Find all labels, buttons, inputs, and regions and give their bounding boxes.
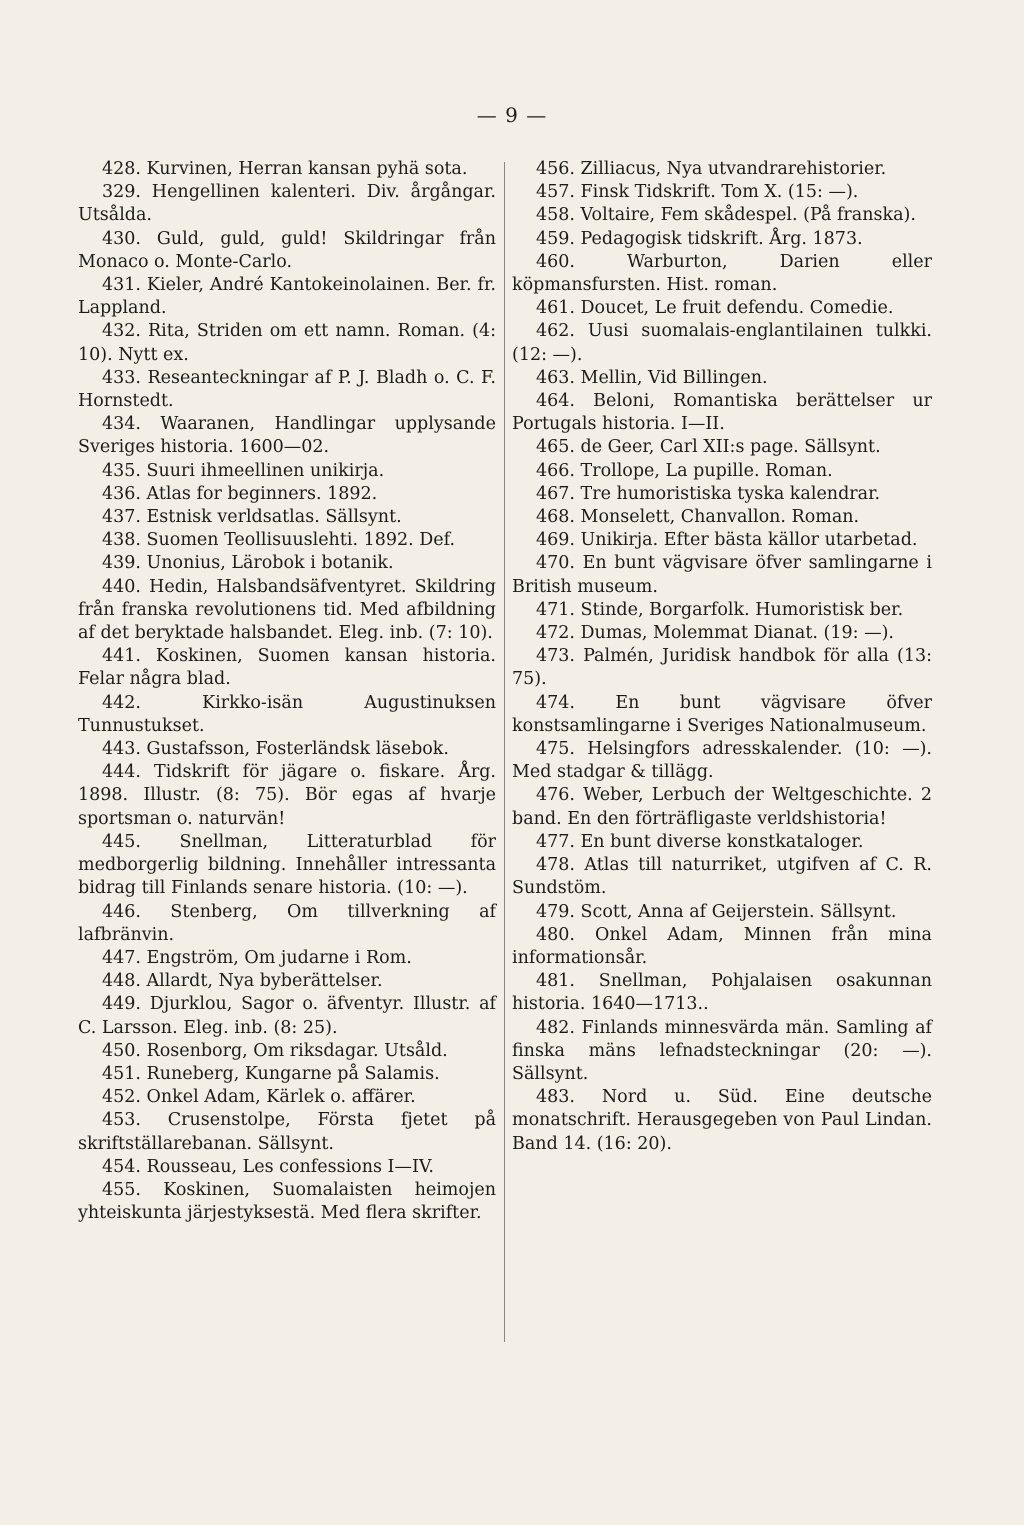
- catalog-entry: 449. Djurklou, Sagor o. äfventyr. Illustr. af C. Larsson. Eleg. inb. (8: 25).: [78, 994, 496, 1038]
- catalog-entry: 473. Palmén, Juridisk handbok för alla (13: 75).: [512, 646, 932, 690]
- column-divider: [504, 162, 505, 1342]
- catalog-entry: 446. Stenberg, Om tillverkning af lafbränvin.: [78, 901, 496, 945]
- catalog-entry: 462. Uusi suomalais-englantilainen tulkki. (12: —).: [512, 321, 932, 365]
- right-column: [512, 158, 932, 1156]
- catalog-entry: 442. Kirkko-isän Augustinuksen Tunnustukset.: [78, 692, 496, 736]
- left-column: [78, 158, 496, 1225]
- catalog-entry: 481. Snellman, Pohjalaisen osakunnan historia. 1640—1713..: [512, 971, 932, 1015]
- catalog-entry: 445. Snellman, Litteraturblad för medborgerlig bildning. Innehåller intressanta bidrag till Finlands senare historia. (10: —).: [78, 831, 496, 899]
- catalog-entry: 471. Stinde, Borgarfolk. Humoristisk ber.: [536, 599, 904, 620]
- catalog-entry: 483. Nord u. Süd. Eine deutsche monatschrift. Herausgegeben von Paul Lindan. Band 14. (16: 20).: [512, 1087, 932, 1154]
- catalog-entry: 436. Atlas for beginners. 1892.: [102, 483, 378, 504]
- catalog-entry: 428. Kurvinen, Herran kansan pyhä sota.: [102, 159, 468, 179]
- catalog-entry: 478. Atlas till naturriket, utgifven af C. R. Sundstöm.: [512, 855, 932, 899]
- catalog-entry: 457. Finsk Tidskrift. Tom X. (15: —).: [536, 182, 859, 203]
- catalog-entry: 477. En bunt diverse konstkataloger.: [536, 831, 864, 852]
- catalog-entry: 448. Allardt, Nya byberättelser.: [102, 971, 383, 992]
- catalog-entry: 329. Hengellinen kalenteri. Div. årgångar. Utsålda.: [78, 182, 496, 226]
- page-number: — 9 —: [476, 103, 548, 127]
- catalog-entry: 443. Gustafsson, Fosterländsk läsebok.: [102, 739, 449, 760]
- catalog-entry: 454. Rousseau, Les confessions I—IV.: [102, 1156, 434, 1177]
- catalog-entry: 447. Engström, Om judarne i Rom.: [102, 947, 412, 968]
- catalog-entry: 438. Suomen Teollisuuslehti. 1892. Def.: [102, 530, 456, 551]
- catalog-entry: 475. Helsingfors adresskalender. (10: —). Med stadgar & tillägg.: [512, 739, 932, 783]
- catalog-entry: 467. Tre humoristiska tyska kalendrar.: [536, 483, 881, 504]
- catalog-entry: 464. Beloni, Romantiska berättelser ur Portugals historia. I—II.: [512, 391, 932, 435]
- catalog-entry: 452. Onkel Adam, Kärlek o. affärer.: [102, 1087, 416, 1108]
- catalog-entry: 476. Weber, Lerbuch der Weltgeschichte. 2 band. En den förträfligaste verldshistoria!: [512, 785, 932, 829]
- catalog-entry: 439. Unonius, Lärobok i botanik.: [102, 553, 394, 574]
- catalog-entry: 466. Trollope, La pupille. Roman.: [536, 460, 833, 481]
- catalog-entry: 450. Rosenborg, Om riksdagar. Utsåld.: [102, 1040, 448, 1061]
- catalog-entry: 440. Hedin, Halsbandsäfventyret. Skildring från franska revolutionens tid. Med afbildning af det beryktade halsbandet. Eleg. inb. (7: 10).: [78, 576, 496, 644]
- catalog-entry: 435. Suuri ihmeellinen unikirja.: [102, 460, 385, 481]
- catalog-entry: 441. Koskinen, Suomen kansan historia. Felar några blad.: [78, 646, 496, 690]
- catalog-entry: 437. Estnisk verldsatlas. Sällsynt.: [102, 507, 402, 528]
- catalog-entry: 430. Guld, guld, guld! Skildringar från Monaco o. Monte-Carlo.: [78, 228, 496, 272]
- catalog-entry: 460. Warburton, Darien eller köpmansfursten. Hist. roman.: [512, 251, 932, 296]
- catalog-entry: 451. Runeberg, Kungarne på Salamis.: [102, 1063, 440, 1084]
- catalog-entry: 468. Monselett, Chanvallon. Roman.: [536, 507, 860, 528]
- catalog-entry: 480. Onkel Adam, Minnen från mina informationsår.: [512, 924, 932, 968]
- catalog-entry: 474. En bunt vägvisare öfver konstsamlingarne i Sveriges Nationalmuseum.: [512, 692, 932, 736]
- catalog-entry: 433. Reseanteckningar af P. J. Bladh o. C. F. Hornstedt.: [78, 367, 496, 412]
- catalog-entry: 469. Unikirja. Efter bästa källor utarbetad.: [536, 530, 918, 551]
- catalog-entry: 463. Mellin, Vid Billingen.: [536, 367, 768, 388]
- catalog-entry: 444. Tidskrift för jägare o. fiskare. Årg. 1898. Illustr. (8: 75). Bör egas af hvarje sportsman o. naturvän!: [78, 762, 496, 829]
- catalog-entry: 431. Kieler, André Kantokeinolainen. Ber. fr. Lappland.: [78, 275, 496, 319]
- catalog-entry: 455. Koskinen, Suomalaisten heimojen yhteiskunta järjestyksestä. Med flera skrifter.: [78, 1179, 496, 1224]
- catalog-entry: 458. Voltaire, Fem skådespel. (På franska).: [536, 205, 916, 226]
- catalog-entry: 472. Dumas, Molemmat Dianat. (19: —).: [536, 623, 894, 644]
- catalog-entry: 479. Scott, Anna af Geijerstein. Sällsynt.: [536, 901, 897, 922]
- catalog-entry: 470. En bunt vägvisare öfver samlingarne i British museum.: [512, 553, 932, 597]
- catalog-entry: 461. Doucet, Le fruit defendu. Comedie.: [536, 298, 894, 319]
- catalog-entry: 432. Rita, Striden om ett namn. Roman. (4: 10). Nytt ex.: [78, 321, 496, 365]
- catalog-entry: 465. de Geer, Carl XII:s page. Sällsynt.: [536, 437, 881, 458]
- catalog-entry: 434. Waaranen, Handlingar upplysande Sveriges historia. 1600—02.: [78, 414, 496, 458]
- catalog-entry: 482. Finlands minnesvärda män. Samling af finska mäns lefnadsteckningar (20: —). Sällsynt.: [512, 1017, 932, 1084]
- catalog-entry: 456. Zilliacus, Nya utvandrarehistorier.: [536, 159, 887, 179]
- catalog-entry: 459. Pedagogisk tidskrift. Årg. 1873.: [536, 228, 863, 249]
- catalog-entry: 453. Crusenstolpe, Första fjetet på skriftställarebanan. Sällsynt.: [78, 1110, 496, 1154]
